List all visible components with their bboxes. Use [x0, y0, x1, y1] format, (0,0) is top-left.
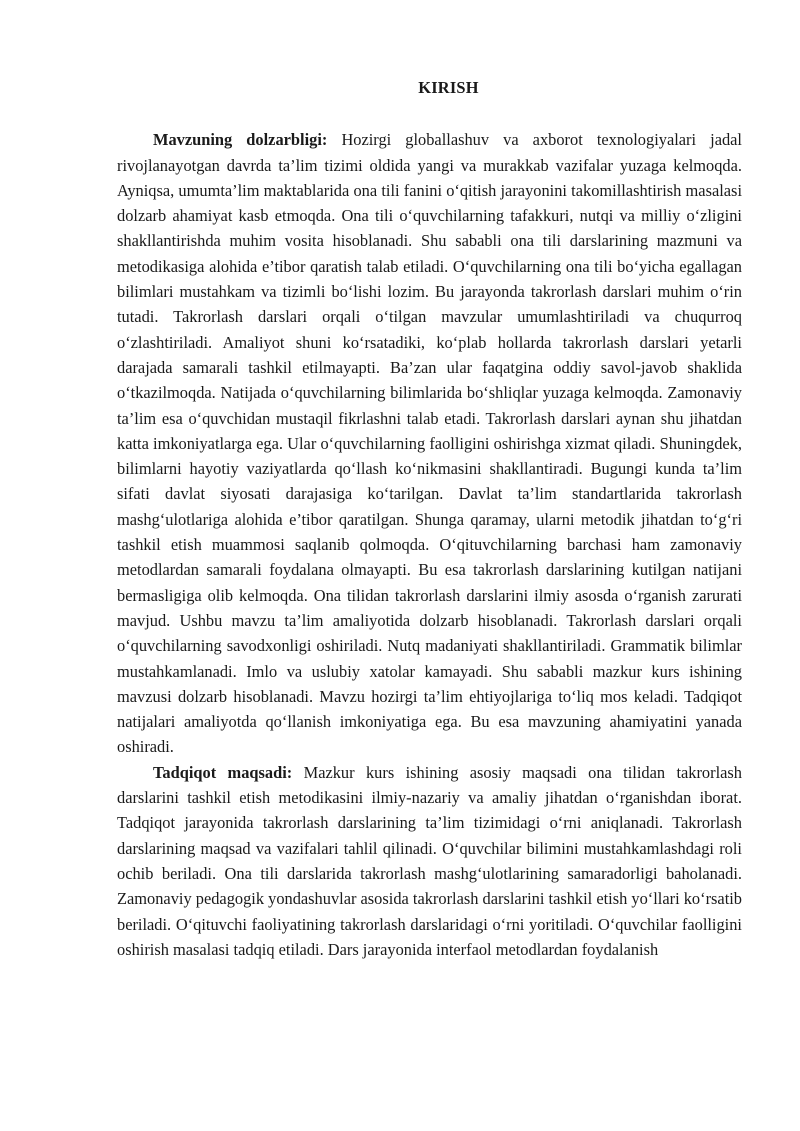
page-title: KIRISH — [418, 78, 479, 97]
paragraph-research-goal — [117, 760, 742, 962]
document-page — [117, 72, 742, 962]
paragraph-body: Hozirgi globallashuv va axborot texnologiyalari jadal rivojlanayotgan davrda ta’lim tizimi oldida yangi va murakkab vazifalar yuzaga kelmoqda. Ayniqsa, umumta’lim maktablarida ona tili fanini o‘qitish jarayonini takomillashtirish masalasi dolzarb ahamiyat kasb etmoqda. Ona tili o‘quvchilarning tafakkuri, nutqi va milliy o‘zligini shakllantirishda muhim vosita hisoblanadi. Shu sababli ona tili darslarining mazmuni va metodikasiga alohida e’tibor qaratish talab etiladi. O‘quvchilarning ona tili bo‘yicha egallagan bilimlari mustahkam va tizimli bo‘lishi lozim. Bu jarayonda takrorlash darslari muhim o‘rin tutadi. Takrorlash darslari orqali o‘tilgan mavzular umumlashtiriladi va chuqurroq o‘zlashtiriladi. Amaliyot shuni ko‘rsatadiki, ko‘plab hollarda takrorlash darslari yetarli darajada samarali tashkil etilmayapti. Ba’zan ular faqatgina oddiy savol-javob shaklida o‘tkazilmoqda. Natijada o‘quvchilarning bilimlarida bo‘shliqlar yuzaga kelmoqda. Zamonaviy ta’lim esa o‘quvchidan mustaqil fikrlashni talab etadi. Takrorlash darslari aynan shu jihatdan katta imkoniyatlarga ega. Ular o‘quvchilarning faolligini oshirishga xizmat qiladi. Shuningdek, bilimlarni hayotiy vaziyatlarda qo‘llash ko‘nikmasini shakllantiradi. Bugungi kunda ta’lim sifati davlat siyosati darajasiga ko‘tarilgan. Davlat ta’lim standartlarida takrorlash mashg‘ulotlariga alohida e’tibor qaratilgan. Shunga qaramay, ularni metodik jihatdan to‘g‘ri tashkil etish muammosi saqlanib qolmoqda. O‘qituvchilarning barchasi ham zamonaviy metodlardan samarali foydalana olmayapti. Bu esa takrorlash darslarining kutilgan natijani bermasligiga olib kelmoqda. Ona tilidan takrorlash darslarini ilmiy asosda o‘rganish zarurati mavjud. Ushbu mavzu ta’lim amaliyotida dolzarb hisoblanadi. Takrorlash darslari orqali o‘quvchilarning savodxonligi oshiriladi. Nutq madaniyati shakllantiriladi. Grammatik bilimlar mustahkamlanadi. Imlo va uslubiy xatolar kamayadi. Shu sababli mazkur kurs ishining mavzusi dolzarb hisoblanadi. Mavzu hozirgi ta’lim ehtiyojlariga to‘liq mos keladi. Tadqiqot natijalari amaliyotda qo‘llanish imkoniyatiga ega. Bu esa mavzuning ahamiyatini yanada oshiradi. — [117, 130, 742, 757]
paragraph-body: Mazkur kurs ishining asosiy maqsadi ona tilidan takrorlash darslarini tashkil etish metodikasini ilmiy-nazariy va amaliy jihatdan o‘rganishdan iborat. Tadqiqot jarayonida takrorlash darslarining ta’lim tizimidagi o‘rni aniqlanadi. Takrorlash darslarining maqsad va vazifalari tahlil qilinadi. O‘quvchilar bilimini mustahkamlashdagi roli ochib beriladi. Ona tili darslarida takrorlash mashg‘ulotlarining samaradorligi baholanadi. Zamonaviy pedagogik yondashuvlar asosida takrorlash darslarini tashkil etish yo‘llari ko‘rsatib beriladi. O‘qituvchi faoliyatining takrorlash darslaridagi o‘rni yoritiladi. O‘quvchilar faolligini oshirish masalasi tadqiq etiladi. Dars jarayonida interfaol metodlardan foydalanish — [117, 762, 742, 959]
paragraph-lead: Tadqiqot maqsadi: — [153, 762, 293, 782]
paragraph-relevance — [117, 127, 742, 759]
paragraph-lead: Mavzuning dolzarbligi: — [153, 130, 328, 150]
